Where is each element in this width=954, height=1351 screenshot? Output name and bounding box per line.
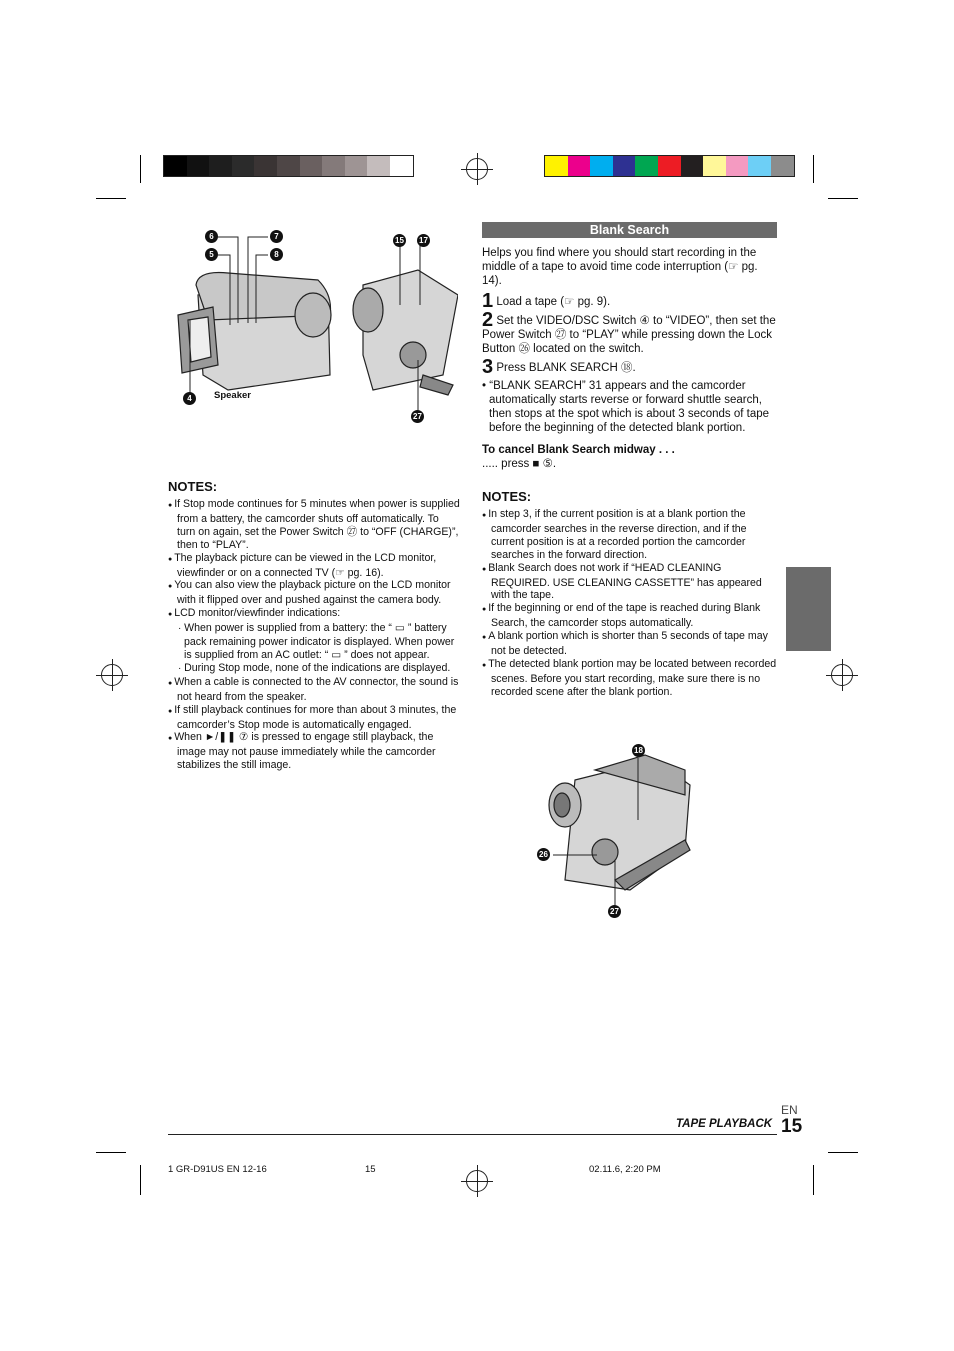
step-3-bullet: • “BLANK SEARCH” 31 appears and the camcorder automatically starts reverse or forward shuttle search, then stops at the spot which is about 3 seconds of tape before the beginning of the detected blank portion. [482,380,770,434]
color-swatch [345,156,368,176]
callout-27: 27 [608,905,621,918]
callout-6: 6 [205,230,218,243]
print-page: 15 [365,1164,376,1175]
note-item: ● When ►/❚❚ ⑦ is pressed to engage still playback, the image may not pause immediately while the camcorder stabilizes the still image. [168,731,460,772]
registration-mark-icon [831,664,853,686]
footer-rule [168,1134,777,1135]
color-swatch [613,156,636,176]
note-item: ● A blank portion which is shorter than 5 seconds of tape may not be detected. [482,630,777,658]
registration-mark-icon [101,664,123,686]
callout-26: 26 [537,848,550,861]
step-1: 1 Load a tape (☞ pg. 9). [482,290,611,312]
color-swatch [254,156,277,176]
notes-title: NOTES: [168,479,218,494]
note-item: ● In step 3, if the current position is at a blank portion the camcorder searches in the reverse direction, and if the current position is at a recorded portion the camcorder searches in the forward direction. [482,508,777,562]
registration-mark-icon [466,158,488,180]
crop-mark [140,155,141,183]
color-swatch [658,156,681,176]
crop-mark [813,1165,814,1195]
notes-title: NOTES: [482,489,532,504]
note-item: ● The playback picture can be viewed in the LCD monitor, viewfinder or on a connected TV (☞ pg. 16). [168,552,460,580]
color-swatch [635,156,658,176]
crop-mark [828,198,858,199]
color-swatch [277,156,300,176]
intro-text: Helps you find where you should start recording in the middle of a tape to avoid time code interruption (☞ pg. 14). [482,247,758,287]
file-name: 1 GR-D91US EN 12-16 [168,1164,267,1175]
color-swatch [187,156,210,176]
right-notes [482,489,777,699]
color-swatch [590,156,613,176]
page-number: 15 [781,1116,803,1137]
color-swatch [726,156,749,176]
registration-mark-icon [466,1170,488,1192]
left-notes [168,479,460,772]
crop-mark [96,1152,126,1153]
color-swatch [209,156,232,176]
note-item: ● When a cable is connected to the AV connector, the sound is not heard from the speaker. [168,676,460,704]
note-item: ● You can also view the playback picture on the LCD monitor with it flipped over and pushed against the camera body. [168,579,460,607]
language-label: EN [781,1103,798,1117]
crop-mark [828,1152,858,1153]
grayscale-bars [163,155,414,177]
color-swatch [164,156,187,176]
crop-mark [813,155,814,183]
color-swatch [545,156,568,176]
color-swatch [390,156,413,176]
note-item: ● The detected blank portion may be located between recorded scenes. Before you start recording, make sure there is no recorded scene after the blank portion. [482,658,777,699]
section-name: TAPE PLAYBACK [676,1118,773,1130]
print-date: 02.11.6, 2:20 PM [589,1164,661,1175]
color-swatch [681,156,704,176]
crop-mark [140,1165,141,1195]
color-swatch [568,156,591,176]
callout-27: 27 [411,410,424,423]
callout-15: 15 [393,234,406,247]
color-swatch [748,156,771,176]
callout-5: 5 [205,248,218,261]
note-item: ● If the beginning or end of the tape is reached during Blank Search, the camcorder stops automatically. [482,602,777,630]
callout-4: 4 [183,392,196,405]
callout-17: 17 [417,234,430,247]
crop-mark [96,198,126,199]
cancel-heading: To cancel Blank Search midway . . . [482,444,675,456]
color-swatch [322,156,345,176]
callout-8: 8 [270,248,283,261]
color-swatch [367,156,390,176]
note-subitem: · When power is supplied from a battery: the “ ▭ ” battery pack remaining power indicator is displayed. When power is supplied from an AC outlet: “ ▭ ” does not appear. [168,622,460,662]
section-header: Blank Search [482,222,777,238]
step-2: 2 Set the VIDEO/DSC Switch ④ to “VIDEO”, then set the Power Switch ㉗ to “PLAY” while pressing down the Lock Button ㉖ located on the switch. [482,309,776,355]
speaker-label: Speaker [214,390,251,401]
callout-7: 7 [270,230,283,243]
color-swatch [771,156,794,176]
note-item: ● If still playback continues for more than about 3 minutes, the camcorder’s Stop mode is automatically engaged. [168,704,460,732]
color-bars [544,155,795,177]
note-item: ● If Stop mode continues for 5 minutes when power is supplied from a battery, the camcorder shuts off automatically. To turn on again, set the Power Switch ㉗ to “OFF (CHARGE)”, then to “PLAY”. [168,498,460,552]
color-swatch [703,156,726,176]
section-tab [786,567,831,651]
callout-18: 18 [632,744,645,757]
color-swatch [300,156,323,176]
cancel-text: ..... press ■ ⑤. [482,458,557,470]
note-item: ● LCD monitor/viewfinder indications: [168,607,460,622]
camcorder-illustration-right [535,740,700,920]
note-subitem: · During Stop mode, none of the indications are displayed. [168,662,460,676]
note-item: ● Blank Search does not work if “HEAD CLEANING REQUIRED. USE CLEANING CASSETTE” has appeared with the tape. [482,562,777,603]
color-swatch [232,156,255,176]
step-3: 3 Press BLANK SEARCH ⑱. [482,356,636,378]
